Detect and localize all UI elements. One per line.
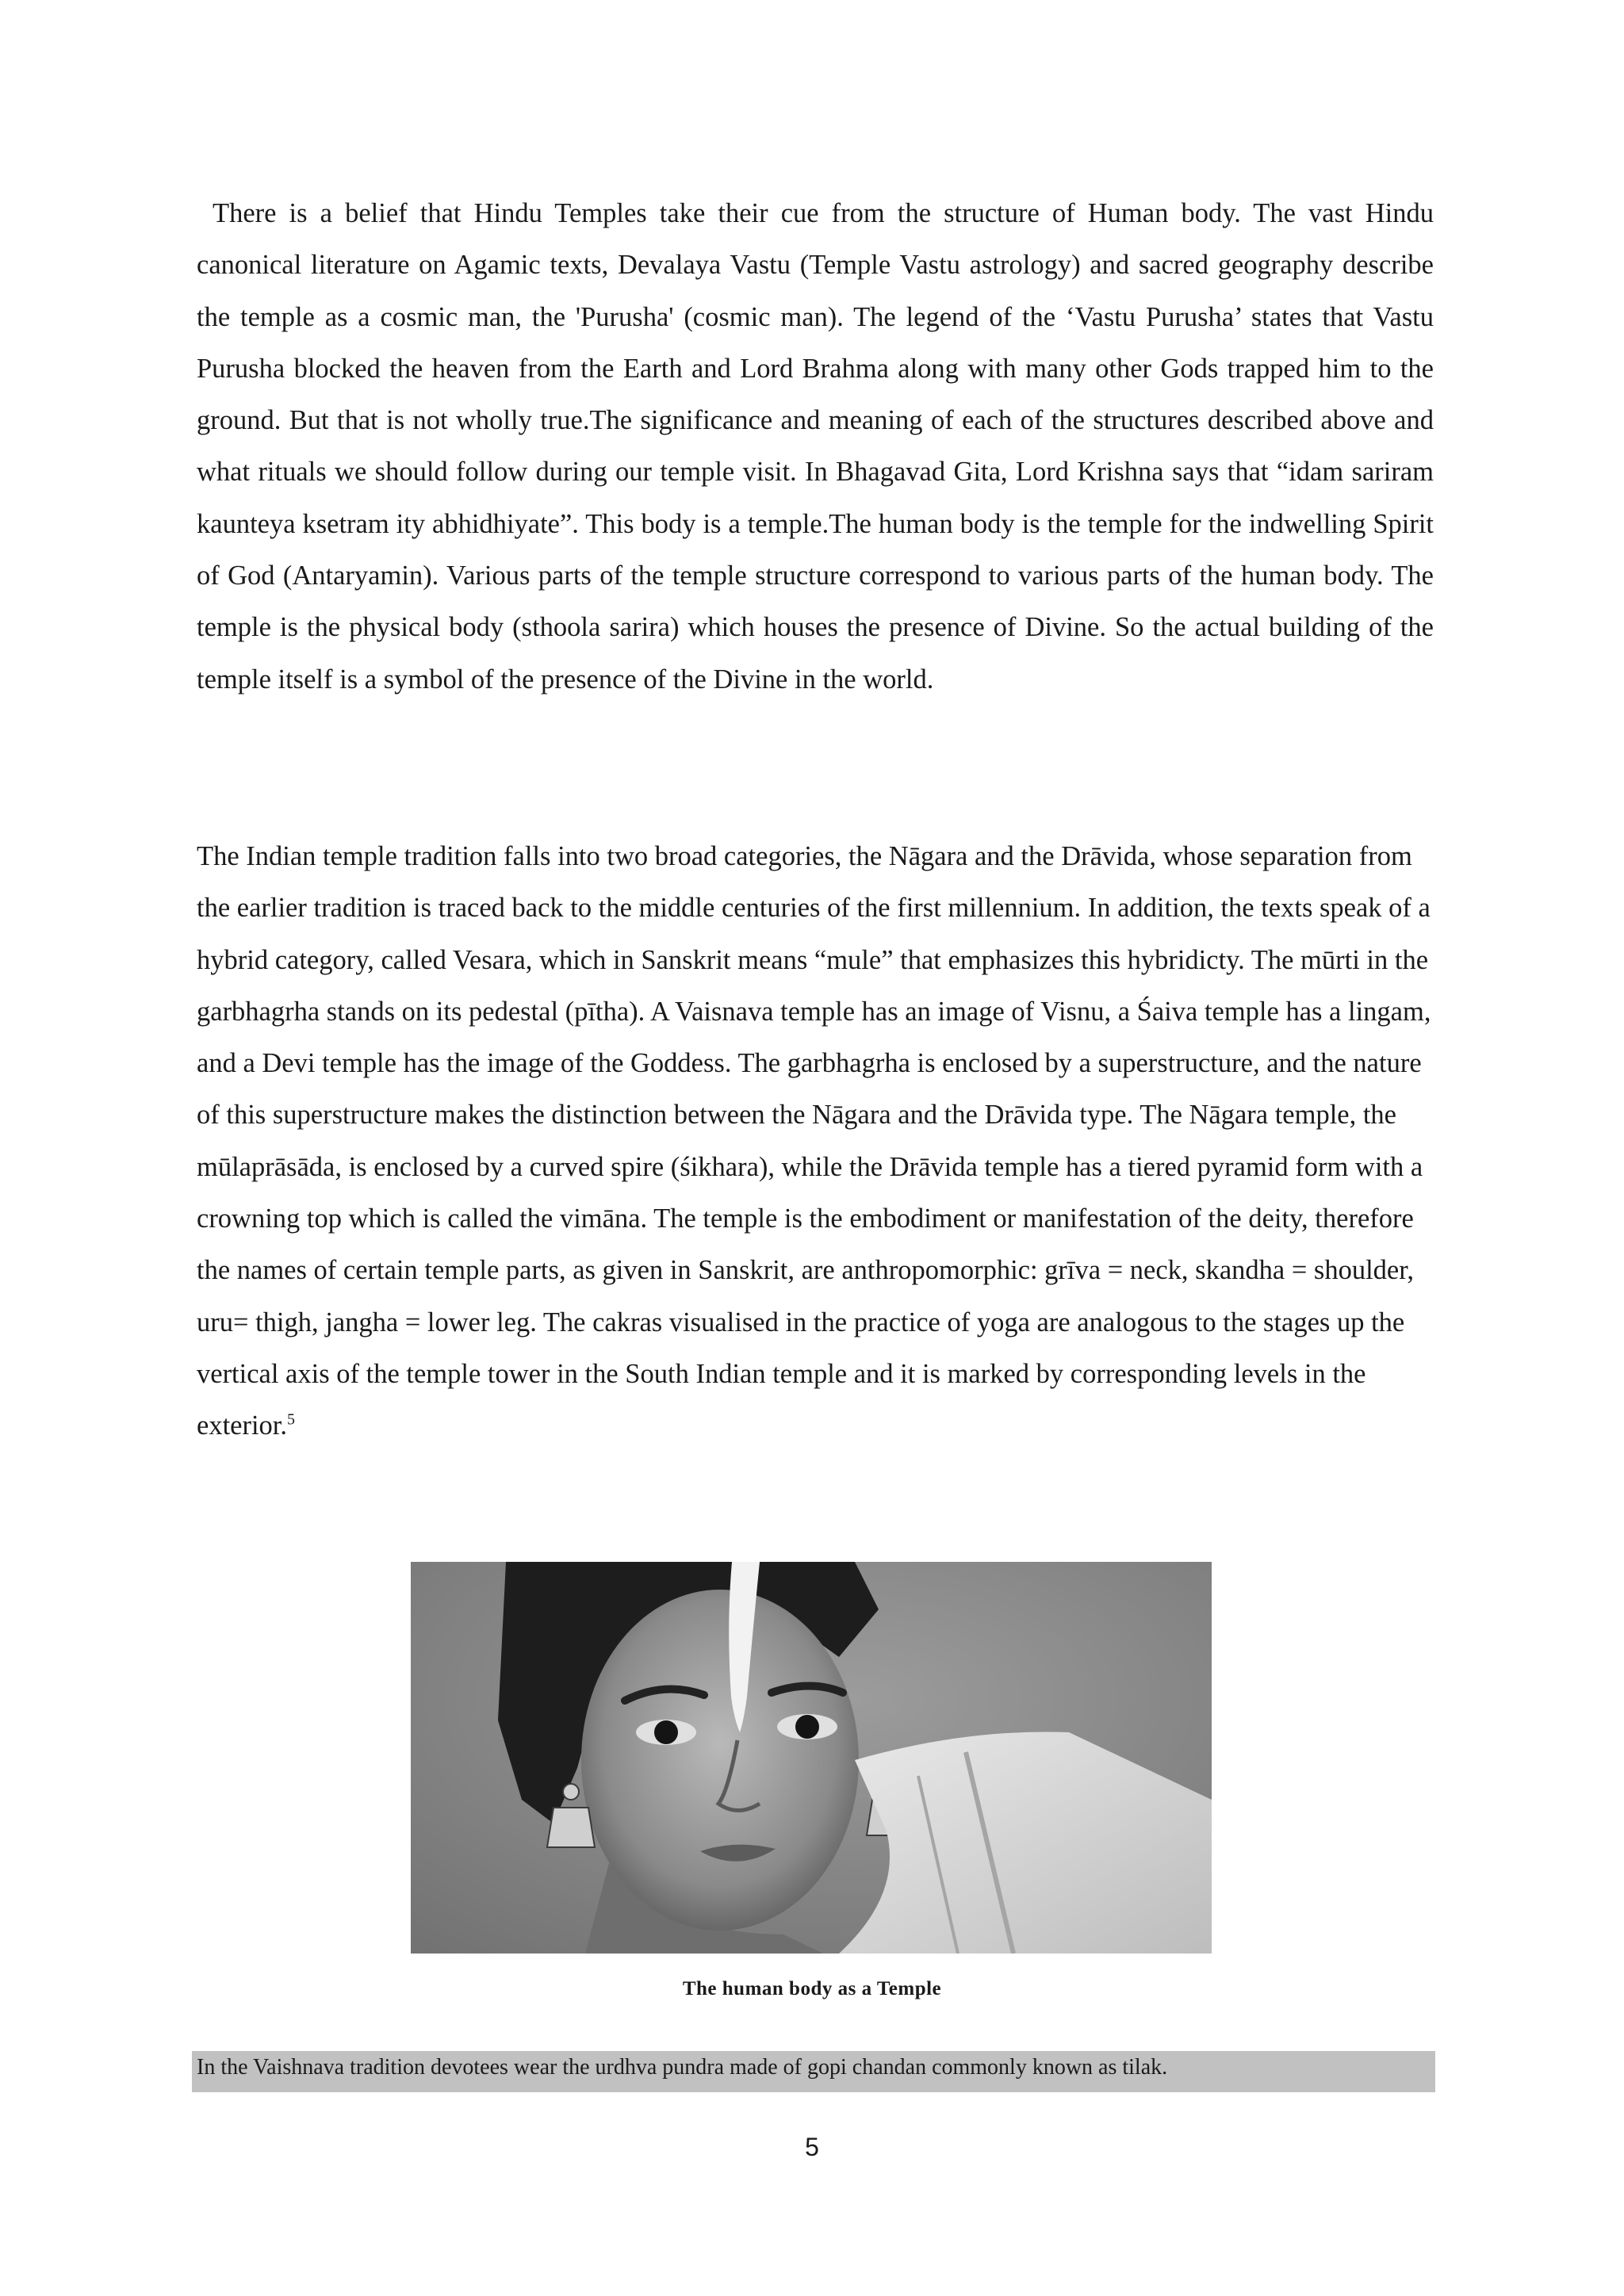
- paragraph-temple-belief: There is a belief that Hindu Temples take their cue from the structure of Human body. The vast Hindu canonical literature on Agamic texts, Devalaya Vastu (Temple Vastu astrology) and sacred geography describe the temple as a cosmic man, the 'Purusha' (cosmic man). The legend of the ‘Vastu Purusha’ states that Vastu Purusha blocked the heaven from the Earth and Lord Brahma along with many other Gods trapped him to the ground. But that is not wholly true.The significance and meaning of each of the structures described above and what rituals we should follow during our temple visit. In Bhagavad Gita, Lord Krishna says that “idam sariram kaunteya ksetram ity abhidhiyate”. This body is a temple.The human body is the temple for the indwelling Spirit of God (Antaryamin). Various parts of the temple structure correspond to various parts of the human body. The temple is the physical body (sthoola sarira) which houses the presence of Divine. So the actual building of the temple itself is a symbol of the presence of the Divine in the world.: [197, 198, 1434, 695]
- woman-with-tilak-photo: [411, 1562, 1212, 1954]
- footnote-reference[interactable]: 5: [287, 1410, 295, 1429]
- figure-caption: The human body as a Temple: [682, 1978, 942, 1999]
- paragraph-temple-tradition: [197, 831, 1434, 1452]
- paragraph-temple-tradition-text: The Indian temple tradition falls into two broad categories, the Nāgara and the Drāvida, whose separation from the earlier tradition is traced back to the middle centuries of the first millennium. In addition, the texts speak of a hybrid category, called Vesara, which in Sanskrit means “mule” that emphasizes this hybridicty. The mūrti in the garbhagrha stands on its pedestal (pītha). A Vaisnava temple has an image of Visnu, a Śaiva temple has a lingam, and a Devi temple has the image of the Goddess. The garbhagrha is enclosed by a superstructure, and the nature of this superstructure makes the distinction between the Nāgara and the Drāvida type. The Nāgara temple, the mūlaprāsāda, is enclosed by a curved spire (śikhara), while the Drāvida temple has a tiered pyramid form with a crowning top which is called the vimāna. The temple is the embodiment or manifestation of the deity, therefore the names of certain temple parts, as given in Sanskrit, are anthropomorphic: grīva = neck, skandha = shoulder, uru= thigh, jangha = lower leg. The cakras visualised in the practice of yoga are analogous to the stages up the vertical axis of the temple tower in the South Indian temple and it is marked by corresponding levels in the exterior.: [197, 841, 1431, 1441]
- tilak-note-text: In the Vaishnava tradition devotees wear the urdhva pundra made of gopi chandan commonly known as tilak.: [197, 2055, 1168, 2080]
- page-number: 5: [805, 2133, 819, 2161]
- tilak-note-box: [192, 2051, 1435, 2092]
